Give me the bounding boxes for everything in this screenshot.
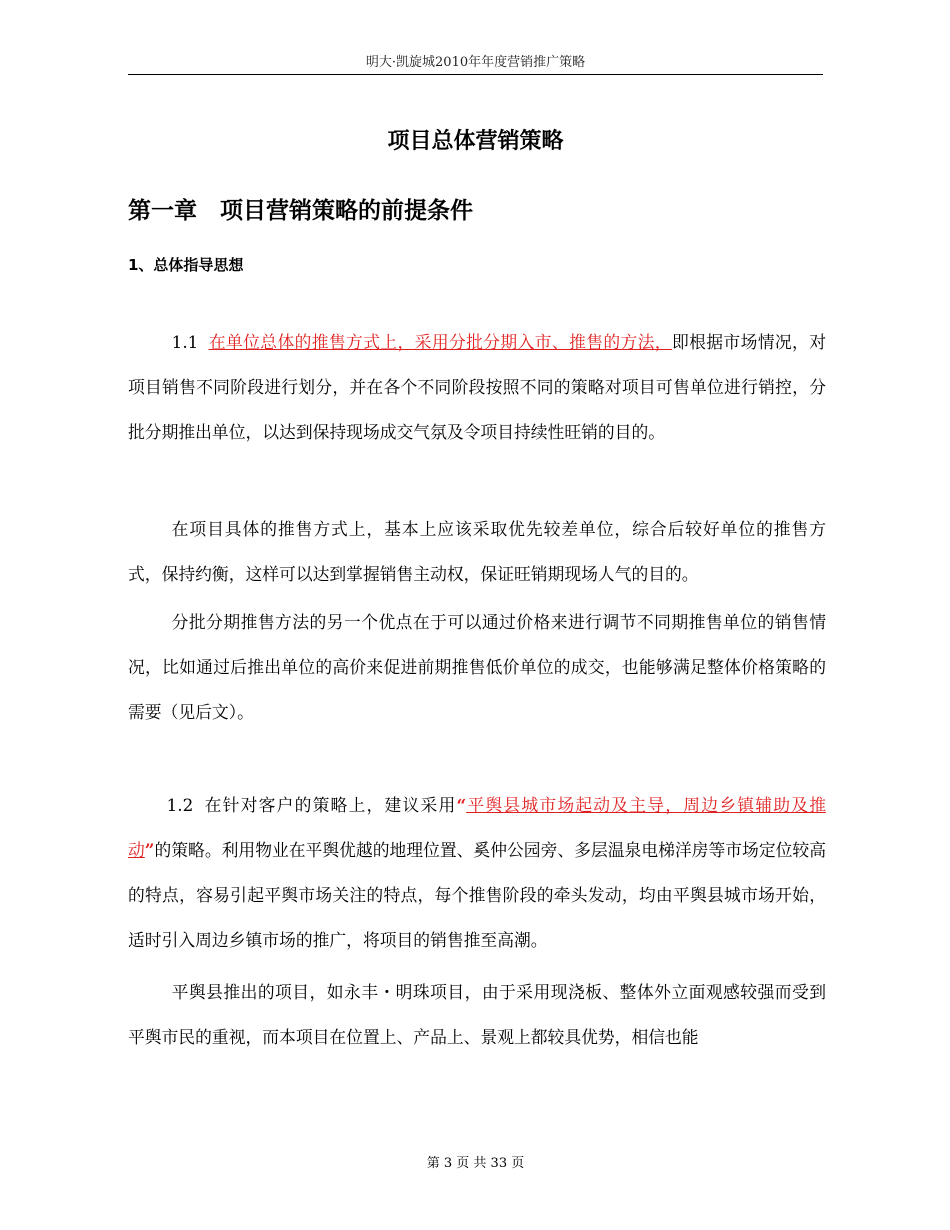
- page-number-footer: 第 3 页 共 33 页: [426, 1156, 525, 1171]
- paragraph-lead-text: 在针对客户的策略上，建议采用: [203, 795, 457, 815]
- paragraph-1-1: [128, 320, 826, 455]
- paragraph-text: 的策略。利用物业在平舆优越的地理位置、奚仲公园旁、多层温泉电梯洋房等市场定位较高的特点，容易引起平舆市场关注的特点，每个推售阶段的牵头发动，均由平舆县城市场开始，适时引入周边乡镇市场的推广，将项目的销售推至高潮。: [128, 840, 826, 950]
- paragraph-2: 在项目具体的推售方式上，基本上应该采取优先较差单位，综合后较好单位的推售方式，保持约衡，这样可以达到掌握销售主动权，保证旺销期现场人气的目的。: [128, 519, 826, 584]
- open-quote: “: [456, 795, 467, 815]
- highlighted-text: 在单位总体的推售方式上，采用分批分期入市、推售的方法，: [208, 332, 672, 352]
- running-header: 明大·凯旋城2010年年度营销推广策略: [365, 55, 586, 70]
- paragraph-number: 1.1: [171, 332, 199, 352]
- paragraph-number: 1.2: [166, 795, 194, 815]
- paragraph-1-2: [128, 783, 826, 963]
- header-divider: [128, 74, 823, 75]
- close-quote: ”: [144, 840, 155, 860]
- chapter-heading: 第一章 项目营销策略的前提条件: [128, 198, 473, 224]
- paragraph-5: 平舆县推出的项目，如永丰・明珠项目，由于采用现浇板、整体外立面观感较强而受到平舆市民的重视，而本项目在位置上、产品上、景观上都较具优势，相信也能: [128, 982, 826, 1047]
- section-heading: 1、总体指导思想: [128, 256, 244, 274]
- paragraph-3: 分批分期推售方法的另一个优点在于可以通过价格来进行调节不同期推售单位的销售情况，比如通过后推出单位的高价来促进前期推售低价单位的成交，也能够满足整体价格策略的需要（见后文）。: [128, 612, 826, 722]
- document-title: 项目总体营销策略: [387, 129, 564, 154]
- highlighted-text: 平舆县城市场起动及主导，周边乡镇辅助及推动: [128, 795, 826, 860]
- paragraph-text: 即根据市场情况，对项目销售不同阶段进行划分，并在各个不同阶段按照不同的策略对项目可售单位进行销控，分批分期推出单位，以达到保持现场成交气氛及令项目持续性旺销的目的。: [128, 332, 826, 442]
